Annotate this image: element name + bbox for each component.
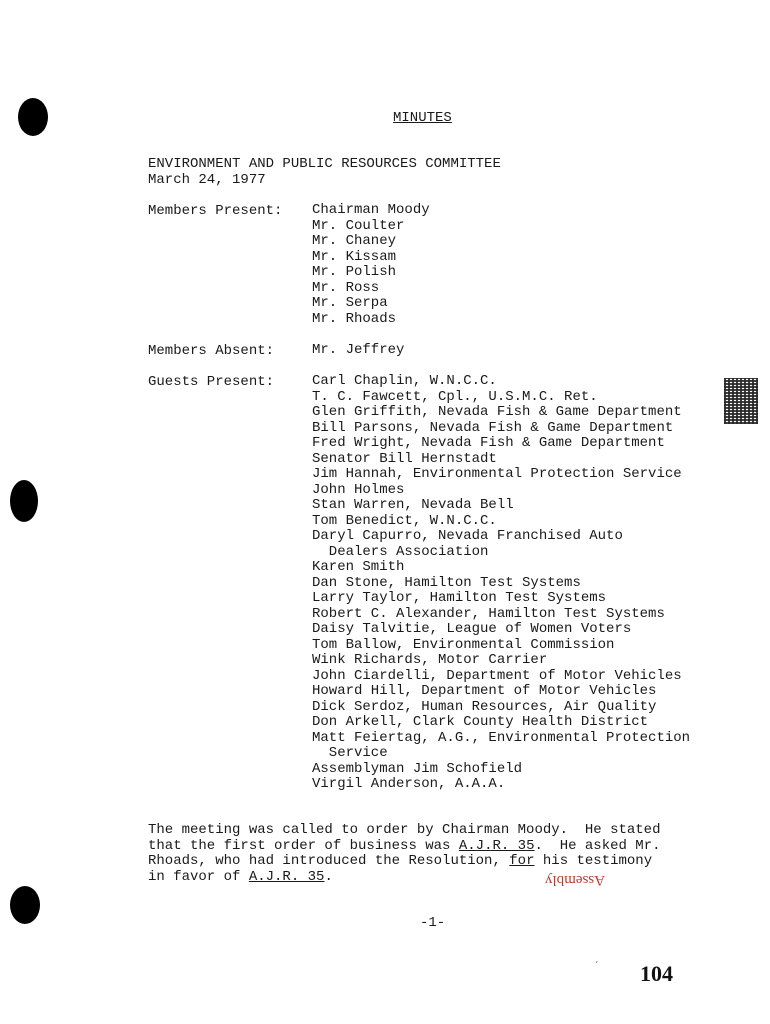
members-present-list (312, 203, 430, 327)
guest-entry: T. C. Fawcett, Cpl., U.S.M.C. Ret. (312, 388, 598, 405)
paragraph-text: . (324, 868, 333, 885)
guest-entry: Don Arkell, Clark County Health District (312, 714, 649, 730)
guest-entry: Virgil Anderson, A.A.A. (312, 776, 506, 792)
guest-entry: Howard Hill, Department of Motor Vehicles (312, 683, 657, 699)
paragraph-text: in favor of (148, 868, 249, 885)
barcode-stamp (724, 378, 758, 424)
guest-entry: Karen Smith (312, 559, 405, 575)
guest-entry: Matt Feiertag, A.G., Environmental Protection (312, 729, 691, 746)
guest-entry: Stan Warren, Nevada Bell (312, 497, 514, 513)
paragraph-text: that the first order of business was (148, 837, 459, 854)
page-number: -1- (420, 915, 446, 931)
members-absent-list (312, 343, 404, 359)
underlined-word: for (509, 853, 535, 869)
paragraph-line (148, 854, 708, 870)
guest-entry: Wink Richards, Motor Carrier (312, 652, 548, 668)
guest-entry: Jim Hannah, Environmental Protection Service (312, 466, 682, 482)
archive-page-number: 104 (640, 961, 673, 986)
guest-entry: Dick Serdoz, Human Resources, Air Quality (312, 698, 657, 715)
member-name: Mr. Ross (312, 279, 380, 296)
paragraph-text: . He asked Mr. (534, 837, 661, 854)
guest-entry: Glen Griffith, Nevada Fish & Game Department (312, 404, 682, 420)
minutes-paragraph (148, 823, 708, 885)
paragraph-text: Rhoads, who had introduced the Resolution, (148, 853, 510, 869)
meeting-date: March 24, 1977 (148, 172, 266, 188)
bill-reference: A.J.R. 35 (458, 837, 535, 854)
member-name: Mr. Chaney (312, 233, 397, 249)
guest-entry: Tom Ballow, Environmental Commission (312, 636, 615, 653)
guest-entry: Daryl Capurro, Nevada Franchised Auto (312, 528, 623, 544)
guest-entry: Larry Taylor, Hamilton Test Systems (312, 590, 607, 606)
guest-entry: Dan Stone, Hamilton Test Systems (312, 574, 581, 591)
guest-entry: Service (312, 745, 388, 761)
absent-member-name: Mr. Jeffrey (312, 342, 405, 358)
paragraph-line (148, 839, 708, 855)
guest-entry: Carl Chaplin, W.N.C.C. (312, 373, 497, 389)
guest-entry: John Holmes (312, 481, 405, 498)
member-name: Chairman Moody (312, 202, 430, 218)
guest-entry: Dealers Association (312, 543, 489, 560)
guest-entry: Robert C. Alexander, Hamilton Test Systems (312, 605, 665, 622)
guest-entry: Tom Benedict, W.N.C.C. (312, 512, 497, 529)
member-name: Mr. Kissam (312, 248, 397, 265)
guest-entry: John Ciardelli, Department of Motor Vehicles (312, 667, 682, 684)
guests-present-label: Guests Present: (148, 374, 275, 390)
committee-name: ENVIRONMENT AND PUBLIC RESOURCES COMMITTEE (148, 156, 501, 172)
paragraph-line (148, 870, 708, 886)
members-absent-label: Members Absent: (148, 343, 275, 359)
member-name: Mr. Serpa (312, 295, 388, 311)
guests-present-list (312, 374, 690, 793)
paragraph-text: The meeting was called to order by Chairman Moody. He stated (148, 822, 661, 838)
member-name: Mr. Rhoads (312, 310, 397, 327)
guest-entry: Fred Wright, Nevada Fish & Game Department (312, 435, 665, 451)
paragraph-text: his testimony (534, 853, 653, 869)
guest-entry: Bill Parsons, Nevada Fish & Game Department (312, 419, 674, 436)
guest-entry: Senator Bill Hernstadt (312, 450, 497, 467)
bill-reference: A.J.R. 35 (248, 868, 325, 885)
punch-hole-top (18, 98, 48, 136)
members-present-label: Members Present: (148, 203, 283, 219)
paragraph-line (148, 823, 708, 839)
guest-entry: Assemblyman Jim Schofield (312, 760, 523, 777)
guest-entry: Daisy Talvitie, League of Women Voters (312, 621, 632, 637)
member-name: Mr. Polish (312, 264, 397, 280)
punch-hole-middle (10, 480, 38, 522)
page-title: MINUTES (393, 110, 452, 126)
member-name: Mr. Coulter (312, 217, 405, 234)
assembly-stamp: Assembly (545, 872, 605, 888)
punch-hole-bottom (10, 886, 40, 924)
